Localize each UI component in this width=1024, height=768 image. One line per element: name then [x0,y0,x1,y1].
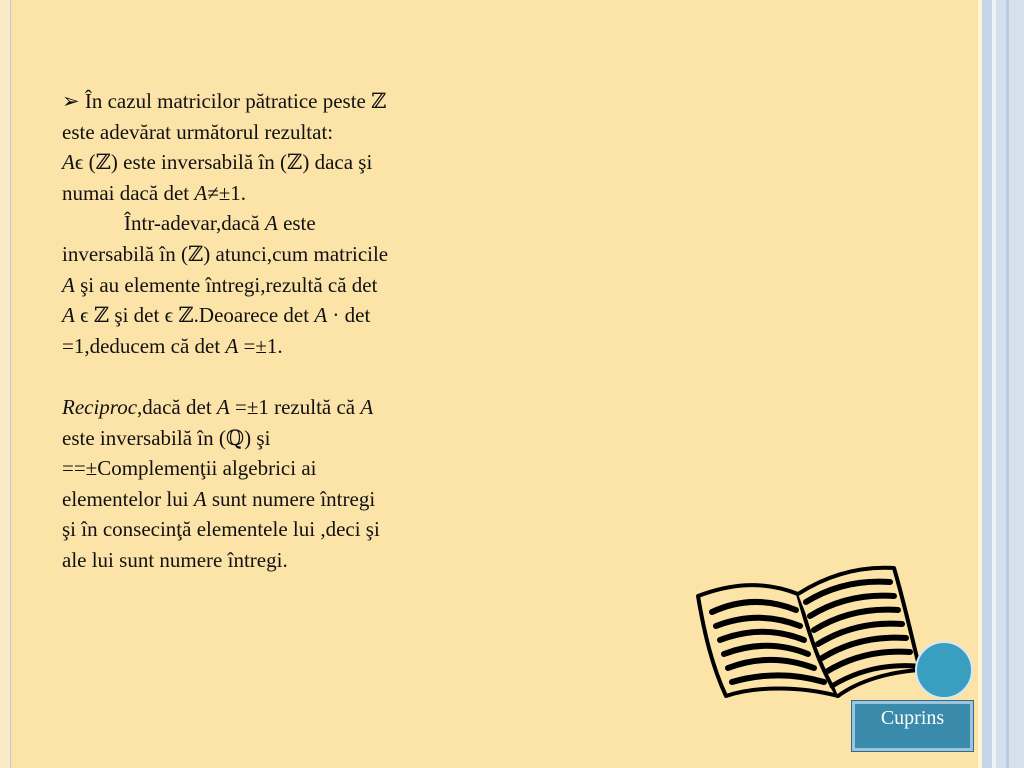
right-stripe [982,0,992,768]
decorative-circle [915,641,973,699]
slide-text [62,86,532,576]
text-line: ➢ În cazul matricilor pătratice peste ℤ [62,89,387,113]
text-line: Aϵ (ℤ) este inversabilă în (ℤ) daca şi [62,150,373,175]
bullet-arrow-icon: ➢ [62,89,80,113]
text-line: numai dacă det A≠±1. [62,180,246,205]
text-line: A ϵ ℤ şi det ϵ ℤ.Deoarece det A · det [62,303,371,328]
text-line: ==±Complemenţii algebrici ai [62,456,317,481]
right-stripe [996,0,1024,768]
text-line: este adevărat următorul rezultat: [62,119,334,144]
right-stripe [1006,0,1009,768]
text-line: inversabilă în (ℤ) atunci,cum matricile [62,241,389,266]
text-line: şi în consecinţă elementele lui ,deci şi [62,517,380,542]
text-line: este inversabilă în (ℚ) şi [62,425,271,450]
text-line: A şi au elemente întregi,rezultă că det [62,272,378,297]
text-line: elementelor lui A sunt numere întregi [62,486,376,511]
blank-line [62,361,532,392]
open-book-icon [690,560,926,700]
text-line: =1,deducem că det A =±1. [62,333,283,358]
text-line: ale lui sunt numere întregi. [62,547,288,572]
left-edge-border [0,0,11,768]
text-line: Reciproc,dacă det A =±1 rezultă că A [62,394,374,419]
text-line: Într-adevar,dacă A este [124,211,316,236]
cuprins-button[interactable]: Cuprins [852,701,973,751]
